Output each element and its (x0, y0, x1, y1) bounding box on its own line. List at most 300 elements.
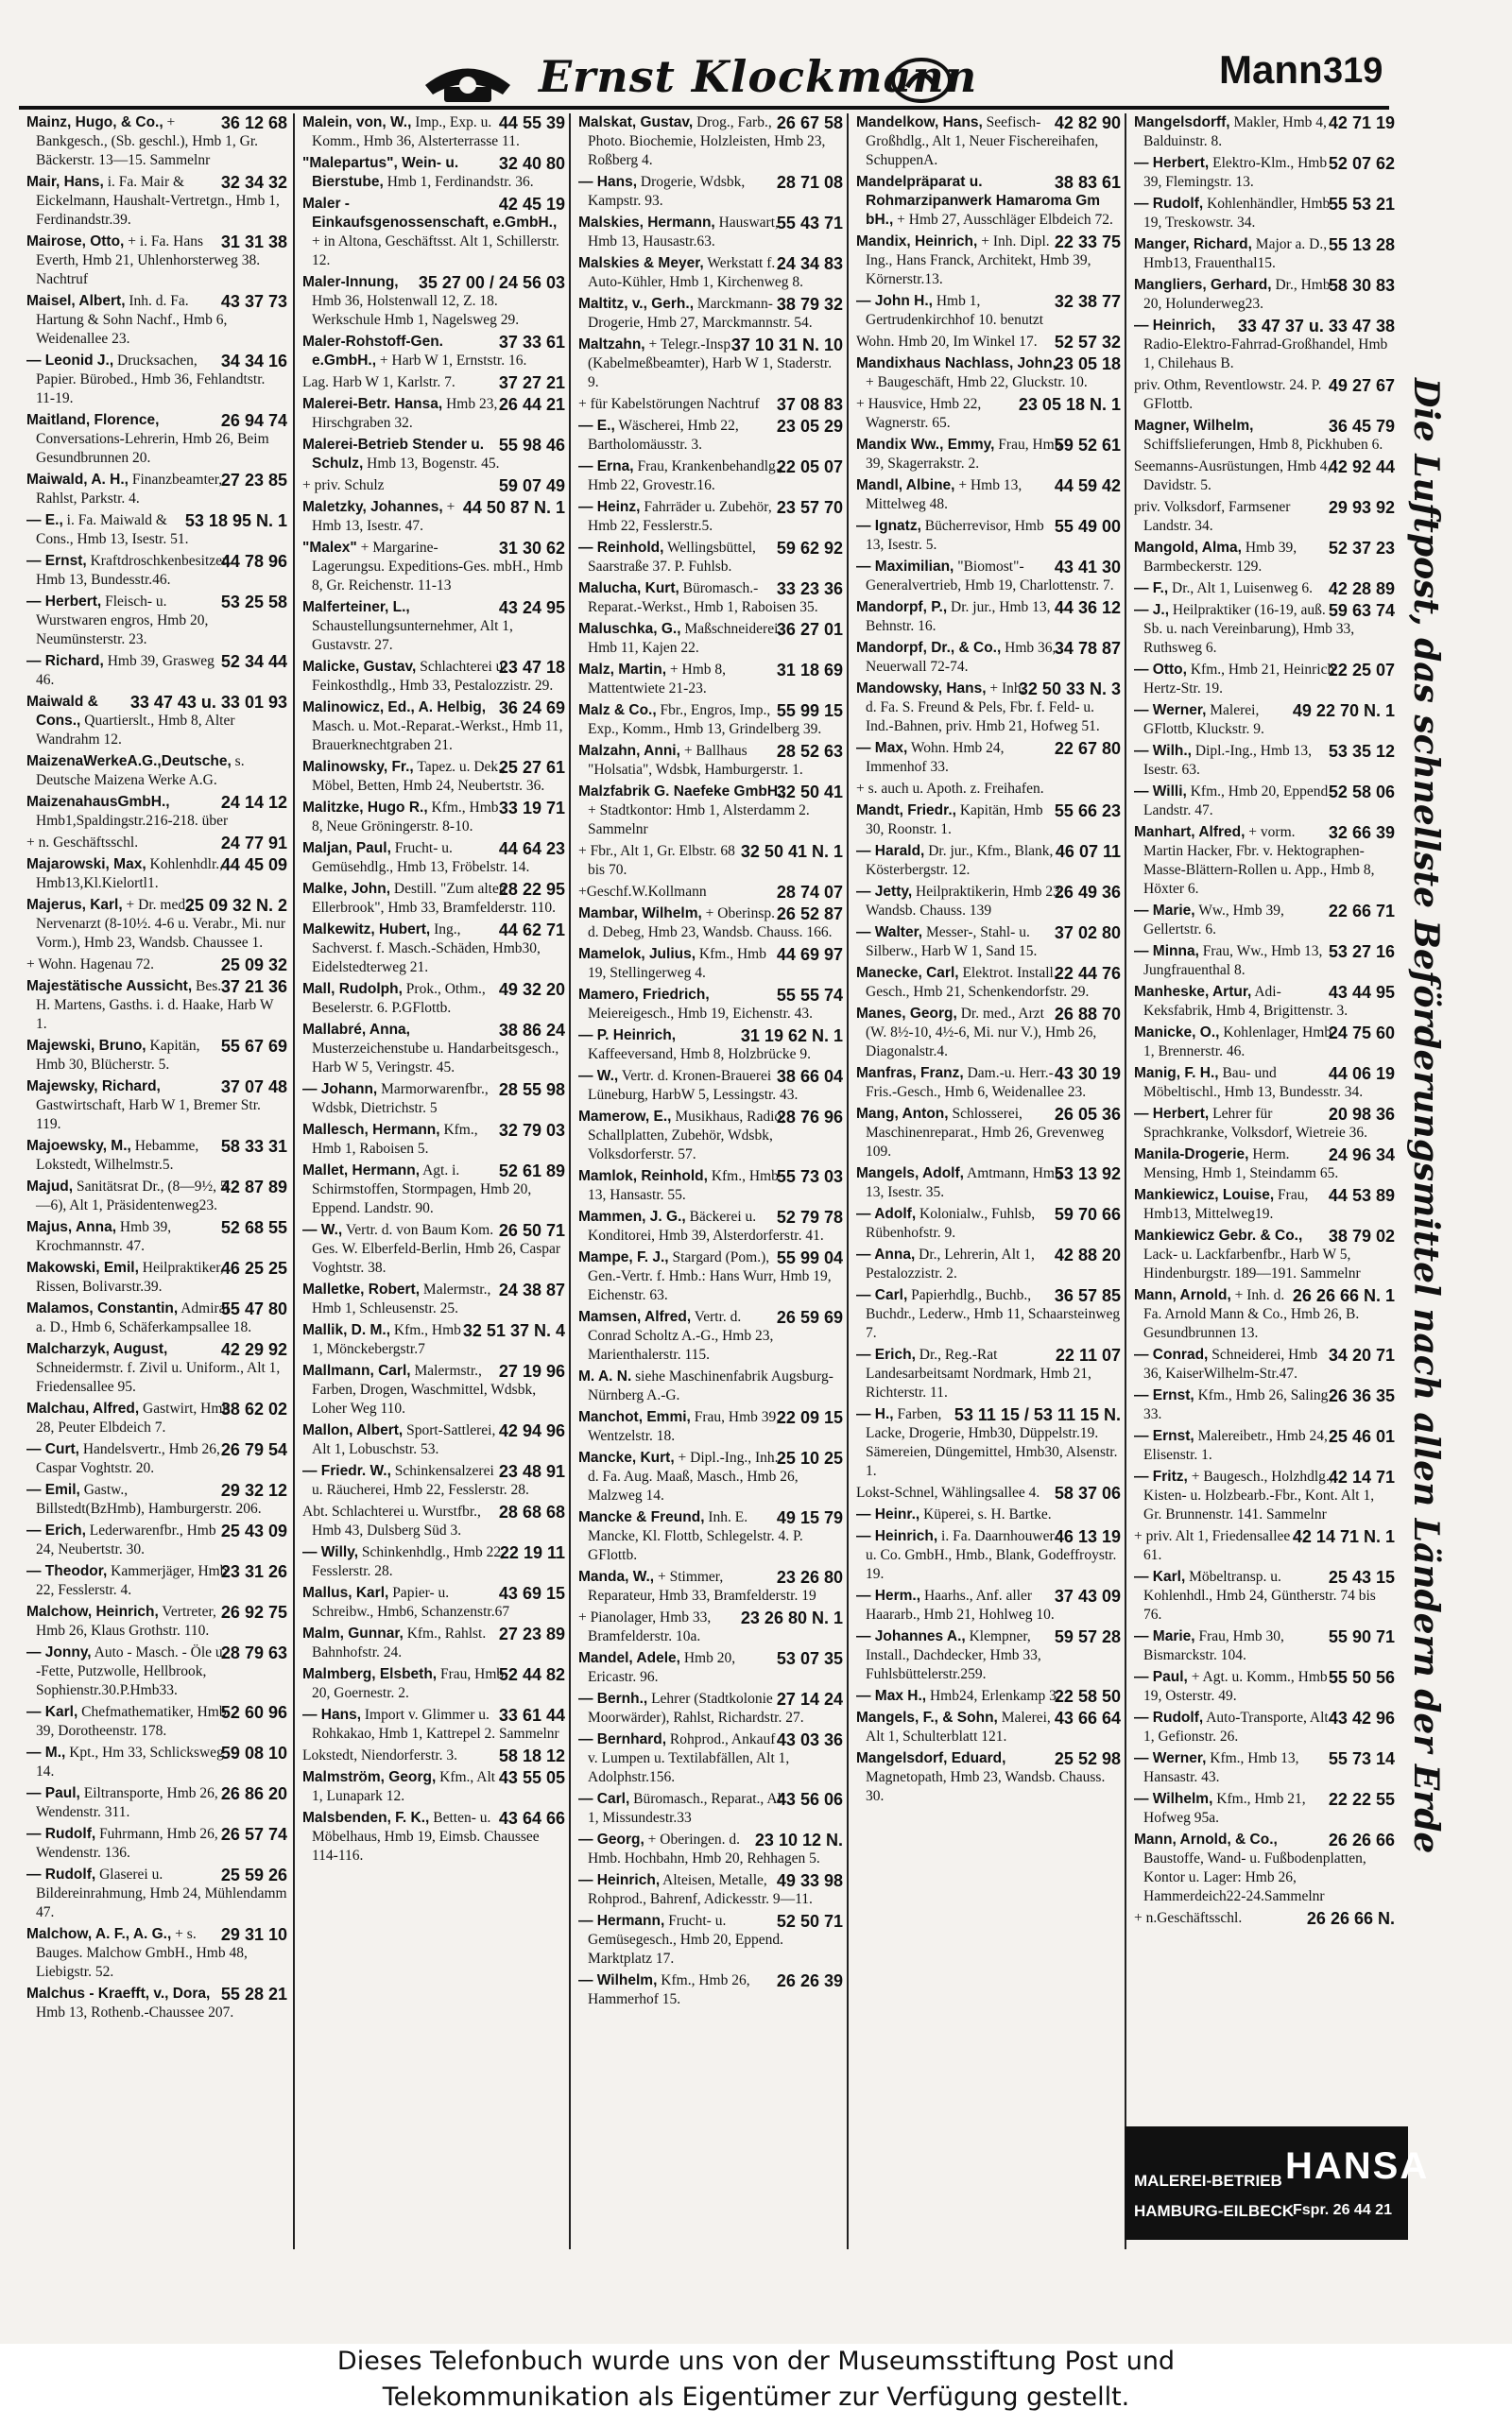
entry-details: Fbr., Engros, Imp., Exp., Komm., Hmb 13, Grindelberg 39. (588, 702, 822, 737)
entry-name: Mangold, Alma, (1134, 540, 1242, 556)
entry-details: Fuhrmann, Hmb 26, Wendenstr. 136. (36, 1826, 218, 1861)
ad-phone: Fspr. 26 44 21 (1293, 2202, 1392, 2218)
entry-details: Küperei, s. H. Bartke. (923, 1506, 1052, 1523)
entry-details: Prok., Othm., Beselerstr. 6. P.GFlottb. (312, 981, 486, 1016)
entry-name: Mandt, Friedr., (856, 802, 956, 818)
phone-number: 24 75 60 (1328, 1024, 1395, 1042)
phone-number: 44 06 19 (1328, 1064, 1395, 1083)
entry-name: — H., (856, 1406, 894, 1422)
entry-details: Import v. Glimmer u. Rohkakao, Hmb 1, Kattrepel 2. Sammelnr (312, 1707, 559, 1742)
directory-entry (1126, 1627, 1400, 1665)
phone-number: 42 14 71 (1328, 1468, 1395, 1487)
entry-name: — W., (578, 1068, 619, 1084)
entry-name: Mamsen, Alfred, (578, 1309, 692, 1325)
directory-entry (295, 880, 571, 918)
entry-details: Elektro-Klm., Hmb 39, Flemingstr. 13. (1143, 155, 1328, 190)
entry-name: Malm, Gunnar, (302, 1626, 404, 1642)
directory-entry (19, 1603, 293, 1641)
phone-number: 24 96 34 (1328, 1145, 1395, 1164)
directory-entry (19, 1744, 293, 1781)
entry-name: Mallet, Hermann, (302, 1162, 421, 1179)
phone-number: 34 34 16 (220, 352, 287, 370)
directory-entry (295, 1706, 571, 1744)
column-1 (19, 113, 293, 2249)
directory-entry (295, 1281, 571, 1318)
phone-number: 55 53 21 (1328, 195, 1395, 214)
directory-entry (295, 698, 571, 755)
entry-details: + i. Fa. Hans Everth, Hmb 21, Uhlenhorsterweg 38. Nachtruf (36, 233, 261, 287)
entry-details: Stargard (Pom.), Gen.-Vertr. f. Hmb.: Hans Wurr, Hmb 19, Eichenstr. 63. (588, 1249, 832, 1303)
entry-name: Mandix Ww., Emmy, (856, 437, 995, 453)
entry-name: Mandelkow, Hans, (856, 114, 983, 130)
entry-name: — Carl, (856, 1287, 908, 1303)
entry-details: Baustoffe, Wand- u. Fußbodenplatten, Kontor u. Lager: Hmb 26, Hammerdeich22-24.Sammelnr (1143, 1850, 1366, 1904)
phone-number: 25 27 61 (498, 758, 565, 777)
entry-details: Frucht- u. Gemüsehdlg., Hmb 13, Fröbelstr. 14. (312, 840, 530, 875)
entry-details: Ing., Sachverst. f. Masch.-Schäden, Hmb30, Eidelstedterweg 21. (312, 921, 541, 975)
entry-name: Malcharzyk, August, (26, 1341, 168, 1357)
ad-brand: HANSA (1285, 2145, 1430, 2187)
directory-entry (849, 1484, 1126, 1503)
phone-number: 26 26 66 N. (1306, 1909, 1395, 1928)
entry-details: "Biomost"-Generalvertrieb, Hmb 19, Charlottenstr. 7. (866, 559, 1114, 594)
directory-entry (1126, 601, 1400, 658)
phone-number: 43 03 36 (776, 1730, 843, 1749)
directory-entry (19, 173, 293, 230)
directory-entry (1126, 376, 1400, 414)
phone-number: 38 86 24 (498, 1021, 565, 1040)
header-guide-word: Mann (1219, 47, 1323, 92)
phone-number: 26 67 58 (776, 113, 843, 132)
entry-name: — Erich, (26, 1523, 86, 1539)
page-header (19, 38, 1389, 123)
entry-name: Mandowsky, Hans, (856, 680, 987, 697)
entry-details: Herm. Mensing, Hmb 1, Steindamm 65. (1143, 1146, 1339, 1181)
phone-number: 43 30 19 (1054, 1064, 1121, 1083)
phone-number: 59 62 92 (776, 539, 843, 558)
directory-entry (1126, 457, 1400, 495)
entry-name: — Hermann, (578, 1913, 665, 1929)
phone-number: 36 12 68 (220, 113, 287, 132)
directory-entry (19, 232, 293, 289)
entry-details: Lederwarenfbr., Hmb 24, Neubertstr. 30. (36, 1523, 216, 1557)
entry-name: — Heinrich, (578, 1872, 661, 1888)
phone-number: 42 45 19 (498, 195, 565, 214)
phone-number: 22 44 76 (1054, 964, 1121, 983)
entry-details: Hebamme, Lokstedt, Wilhelmstr.5. (36, 1138, 199, 1173)
phone-number: 43 56 06 (776, 1790, 843, 1809)
phone-number: 52 37 23 (1328, 539, 1395, 558)
entry-name: Malucha, Kurt, (578, 580, 679, 596)
entry-details: + Dipl.-Ing., Inh. d. Fa. Aug. Maaß, Masch., Hmb 26, Malzweg 14. (588, 1450, 799, 1504)
entry-name: Majestätische Aussicht, (26, 978, 193, 994)
entry-name: — Herbert, (1134, 1106, 1210, 1122)
entry-name: — E., (578, 418, 615, 434)
directory-entry (571, 1730, 849, 1787)
entry-details: Möbeltransp. u. Kohlenhdl., Hmb 24, Güntherstr. 74 bis 76. (1143, 1569, 1376, 1623)
directory-entry (1126, 1427, 1400, 1465)
entry-name: Maiwald, A. H., (26, 472, 129, 488)
entry-details: Hauswart, Hmb 13, Hausastr.63. (588, 215, 779, 249)
entry-details: Schlachterei u. Feinkosthdlg., Hmb 33, Pestalozzistr. 29. (312, 659, 554, 694)
directory-entry (295, 476, 571, 495)
phone-number: 37 02 80 (1054, 923, 1121, 942)
header-rule (19, 106, 1389, 110)
entry-name: Malerei-Betrieb Stender u. Schulz, (302, 437, 485, 472)
directory-entry (849, 1405, 1126, 1481)
entry-details: Kfm., Hmb 19, Stellingerweg 4. (588, 946, 766, 981)
entry-name: Malitzke, Hugo R., (302, 800, 428, 816)
phone-number: 22 33 75 (1054, 232, 1121, 251)
entry-details: Lehrer für Sprachkranke, Volksdorf, Wietreie 36. (1143, 1106, 1367, 1141)
entry-details: Sport-Sattlerei, Alt 1, Lobuschstr. 53. (312, 1422, 496, 1457)
phone-number: 26 50 71 (498, 1221, 565, 1240)
directory-entry (571, 395, 849, 414)
directory-entry (295, 373, 571, 392)
phone-number: 46 13 19 (1054, 1527, 1121, 1546)
directory-entry (295, 1021, 571, 1077)
entry-name: — Anna, (856, 1247, 916, 1263)
entry-name: — Johann, (302, 1081, 378, 1097)
directory-entry (849, 517, 1126, 555)
entry-details: Kfm., Hmb 1, Mönckebergstr.7 (312, 1322, 461, 1357)
entry-name: — Ernst, (26, 553, 87, 569)
entry-name: Maltzahn, (578, 336, 645, 353)
phone-number: 52 58 06 (1328, 783, 1395, 801)
entry-details: Wäscherei, Hmb 22, Bartholomäusstr. 3. (588, 418, 739, 453)
directory-entry (571, 1067, 849, 1105)
directory-entry (849, 558, 1126, 595)
phone-number: 55 98 46 (498, 436, 565, 455)
entry-name: Maler-Innung, (302, 274, 399, 290)
entry-name: — P. Heinrich, (578, 1027, 677, 1043)
phone-number: 55 73 03 (776, 1167, 843, 1186)
phone-number: 36 24 69 (498, 698, 565, 717)
phone-number: 43 64 66 (498, 1809, 565, 1828)
entry-details: Frau, Ww., Hmb 13, Jungfrauenthal 8. (1143, 943, 1323, 978)
entry-name: Malchow, A. F., A. G., (26, 1926, 172, 1942)
directory-entry (1126, 783, 1400, 820)
logo-text: Ernst Klockmann (539, 51, 978, 102)
entry-name: Mairose, Otto, (26, 233, 125, 249)
directory-entry (849, 680, 1126, 736)
phone-number: 59 57 28 (1054, 1627, 1121, 1646)
ad-line-2: HAMBURG-EILBECK (1134, 2202, 1295, 2220)
phone-number: 33 19 71 (498, 799, 565, 817)
entry-name: "Malex" (302, 540, 357, 556)
entry-details: Elektrot. Install.-Gesch., Hmb 21, Schenkendorfstr. 29. (866, 965, 1090, 1000)
directory-entry (295, 1221, 571, 1278)
directory-entry (1126, 1831, 1400, 1906)
entry-name: — W., (302, 1222, 343, 1238)
directory-entry (571, 620, 849, 658)
phone-number: 52 60 96 (220, 1703, 287, 1722)
entry-details: Klempner, Install., Dachdecker, Hmb 33, Fuhlsbüttelerstr.259. (866, 1628, 1041, 1682)
entry-details: Frau, Hmb 39, Skagerrakstr. 2. (866, 437, 1062, 472)
directory-entry (571, 883, 849, 902)
phone-number: 55 28 21 (220, 1985, 287, 2004)
directory-entry (1126, 1790, 1400, 1828)
directory-entry (19, 955, 293, 974)
directory-entry (1126, 1105, 1400, 1143)
entry-details: Malerei, Alt 1, Schulterblatt 121. (866, 1710, 1051, 1745)
directory-entry (571, 1108, 849, 1164)
directory-entry (19, 511, 293, 549)
entry-details: Malerei, GFlottb, Kluckstr. 9. (1143, 702, 1264, 737)
entry-name: Malicke, Gustav, (302, 659, 417, 675)
entry-name: — Rudolf, (26, 1826, 96, 1842)
entry-name: Majus, Anna, (26, 1219, 117, 1235)
directory-entry (1126, 1286, 1400, 1343)
directory-entry (295, 1746, 571, 1765)
directory-entry (571, 579, 849, 617)
phone-number: 28 22 95 (498, 880, 565, 899)
directory-entry (849, 333, 1126, 352)
entry-name: — Theodor, (26, 1563, 108, 1579)
phone-number: 59 63 74 (1328, 601, 1395, 620)
entry-details: Hmb 39, Grasweg 46. (36, 653, 215, 688)
column-4 (847, 113, 1126, 2249)
phone-number: 36 45 79 (1328, 417, 1395, 436)
directory-entry (571, 701, 849, 739)
phone-number: 55 50 56 (1328, 1668, 1395, 1687)
directory-entry (1126, 1668, 1400, 1706)
entry-details: Dr., Lehrerin, Alt 1, Pestalozzistr. 2. (866, 1247, 1035, 1282)
directory-entry (19, 471, 293, 508)
entry-details: + in Altona, Geschäftsst. Alt 1, Schillerstr. 12. (312, 233, 559, 268)
entry-name: Mancke, Kurt, (578, 1450, 675, 1466)
entry-details: Dr., Reg.-Rat Landesarbeitsamt Nordmark, Hmb 21, Richterstr. 11. (866, 1347, 1091, 1401)
entry-name: — E., (26, 512, 63, 528)
entry-details: Wohn. Hmb 24, Immenhof 33. (866, 740, 1005, 775)
directory-entry (1126, 1024, 1400, 1061)
entry-details: Auto - Masch. - Öle u. -Fette, Putzwolle, Hellbrook, Sophienstr.30.P.Hmb33. (36, 1644, 227, 1698)
entry-name: Majerus, Karl, (26, 897, 123, 913)
entry-details: Kohlenhdlr., Hmb13,Kl.Kielortl1. (36, 856, 224, 891)
entry-name: — Hans, (302, 1707, 362, 1723)
entry-name: — Otto, (1134, 662, 1187, 678)
entry-details: Bes. H. Martens, Gasths. i. d. Haake, Harb W 1. (36, 978, 274, 1032)
footer-notice (0, 2344, 1512, 2426)
phone-number: 36 57 85 (1054, 1286, 1121, 1305)
entry-details: Meiereigesch., Hmb 19, Eichenstr. 43. (588, 1006, 814, 1022)
entry-name: — Heinr., (856, 1506, 920, 1523)
phone-number: 55 55 74 (776, 986, 843, 1005)
entry-details: Amtmann, Hmb 13, Isestr. 35. (866, 1165, 1062, 1200)
directory-entry (571, 417, 849, 455)
phone-number: 58 33 31 (220, 1137, 287, 1156)
page-number: 319 (1323, 51, 1383, 91)
directory-entry (295, 758, 571, 796)
directory-entry (295, 436, 571, 473)
phone-number: 32 51 37 N. 4 (462, 1321, 565, 1340)
directory-entry (19, 652, 293, 690)
directory-entry (571, 1871, 849, 1909)
directory-entry (19, 1522, 293, 1559)
phone-number: 26 59 69 (776, 1308, 843, 1327)
entry-details: Kammerjäger, Hmb 22, Fesslerstr. 4. (36, 1563, 228, 1598)
phone-number: 53 18 95 N. 1 (184, 511, 287, 530)
entry-name: MaizenaWerkeA.G.,Deutsche, (26, 753, 232, 769)
entry-details: Kfm., Alt 1, Lunapark 12. (312, 1769, 496, 1804)
phone-number: 32 38 77 (1054, 292, 1121, 311)
entry-name: — Werner, (1134, 1750, 1207, 1766)
entry-details: + Oberinsp. d. Debeg, Hmb 23, Wandsb. Chauss. 166. (588, 905, 833, 940)
entry-name: — Maximilian, (856, 559, 954, 575)
entry-name: Maljan, Paul, (302, 840, 391, 856)
phone-number: 22 22 55 (1328, 1790, 1395, 1809)
phone-number: 42 87 89 (220, 1178, 287, 1196)
directory-entry (571, 1609, 849, 1646)
phone-number: 23 05 29 (776, 417, 843, 436)
entry-details: Kapitän, Hmb 30, Blücherstr. 5. (36, 1038, 200, 1073)
entry-details: Wellingsbüttel, Saarstraße 37. P. Fuhlsb. (588, 540, 756, 575)
entry-name: — Carl, (578, 1791, 630, 1807)
directory-entry (849, 883, 1126, 921)
entry-details: + s. Bauges. Malchow GmbH., Hmb 48, Liebigstr. 52. (36, 1926, 248, 1980)
entry-details: Kfm., Hmb 26, Hammerhof 15. (588, 1972, 750, 2007)
directory-entry (1126, 1227, 1400, 1283)
entry-name: — Jetty, (856, 884, 913, 900)
phone-number: 34 20 71 (1328, 1346, 1395, 1365)
directory-entry (849, 476, 1126, 514)
entry-details: Finanzbeamter, Rahlst, Parkstr. 4. (36, 472, 223, 507)
directory-entry (571, 295, 849, 333)
entry-name: Mallabré, Anna, (302, 1022, 410, 1038)
directory-entry (571, 1690, 849, 1728)
directory-entry (295, 1362, 571, 1419)
phone-number: 22 19 11 (499, 1543, 565, 1562)
entry-details: + Pianolager, Hmb 33, Bramfelderstr. 10a. (578, 1609, 712, 1644)
entry-name: Majarowski, Max, (26, 856, 146, 872)
phone-number: 43 55 05 (498, 1768, 565, 1787)
directory-entry (295, 539, 571, 595)
directory-entry (19, 1703, 293, 1741)
directory-entry (295, 1584, 571, 1622)
entry-details: + n.Geschäftsschl. (1134, 1910, 1243, 1926)
phone-number: 52 34 44 (220, 652, 287, 671)
phone-number: 44 36 12 (1054, 598, 1121, 617)
column-5 (1125, 113, 1400, 2249)
phone-number: 26 44 21 (498, 395, 565, 414)
directory-entry (19, 292, 293, 349)
directory-entry (849, 801, 1126, 839)
phone-number: 52 68 55 (220, 1218, 287, 1237)
column-3 (569, 113, 849, 2249)
entry-name: Mamerow, E., (578, 1109, 672, 1125)
directory-entry (295, 1161, 571, 1218)
phone-number: 37 27 21 (498, 373, 565, 392)
entry-name: — Harald, (856, 843, 925, 859)
phone-number: 27 23 85 (220, 471, 287, 490)
entry-name: Mangelsdorff, (1134, 114, 1230, 130)
entry-details: + Margarine-Lagerungsu. Expeditions-Ges. mbH., Hmb 8, Gr. Reichenstr. 11-13 (312, 540, 563, 594)
entry-details: Hmb 1, Gertrudenkirchhof 10. benutzt (866, 293, 1044, 328)
phone-number: 42 82 90 (1054, 113, 1121, 132)
entry-details: Kolonialw., Fuhlsb, Rübenhofstr. 9. (866, 1206, 1036, 1241)
entry-details: Frau, Hmb 39, Wentzelstr. 18. (588, 1409, 781, 1444)
entry-name: Manig, F. H., (1134, 1065, 1219, 1081)
entry-details: Kaffeeversand, Hmb 8, Holzbrücke 9. (588, 1046, 812, 1062)
directory-entry (295, 195, 571, 270)
entry-name: Mang, Anton, (856, 1106, 949, 1122)
entry-name: Mallus, Karl, (302, 1585, 389, 1601)
entry-name: Malz, Martin, (578, 662, 667, 678)
phone-number: 55 66 23 (1054, 801, 1121, 820)
phone-number: 26 05 36 (1054, 1105, 1121, 1124)
directory-entry (19, 793, 293, 831)
directory-entry (295, 1503, 571, 1540)
entry-details: Gastwirt, Hmb 28, Peuter Elbdeich 7. (36, 1401, 231, 1436)
directory-entry (571, 1408, 849, 1446)
phone-number: 37 43 09 (1054, 1587, 1121, 1606)
phone-number: 55 47 80 (220, 1299, 287, 1318)
directory-entry (1126, 1527, 1400, 1565)
phone-number: 31 30 62 (498, 539, 565, 558)
directory-entry (1126, 539, 1400, 576)
entry-details: Hmb 36, Neuerwall 72-74. (866, 640, 1057, 675)
entry-details: Kfm., Hmb 13, Hansastr. 43. (1143, 1750, 1299, 1785)
directory-entry (19, 896, 293, 953)
directory-entry (571, 1368, 849, 1405)
entry-details: + Telegr.-Insp. (Kabelmeßbeamter), Harb W 1, Staderstr. 9. (588, 336, 833, 390)
entry-name: — Werner, (1134, 702, 1207, 718)
directory-entry (1126, 417, 1400, 455)
entry-details: Alteisen, Metalle, Rohprod., Bahrenf, Adickesstr. 9—11. (588, 1872, 813, 1907)
directory-entry (571, 173, 849, 211)
entry-name: — Adolf, (856, 1206, 917, 1222)
entry-details: Lokst-Schnel, Wählingsallee 4. (856, 1485, 1040, 1501)
directory-entry (849, 1527, 1126, 1584)
phone-number: 20 98 36 (1328, 1105, 1395, 1124)
entry-name: Malchow, Heinrich, (26, 1604, 159, 1620)
directory-entry (19, 1562, 293, 1600)
entry-details: Vertreter, Hmb 26, Klaus Grothstr. 110. (36, 1604, 216, 1639)
entry-details: Kfm., Hmb 13, Hansastr. 55. (588, 1168, 779, 1203)
directory-entry (295, 799, 571, 836)
directory-entry (849, 1687, 1126, 1706)
entry-name: Makowski, Emil, (26, 1260, 139, 1276)
phone-number: 31 19 62 N. 1 (740, 1026, 843, 1045)
entry-details: Schlosserei, Maschinenreparat., Hmb 26, Grevenweg 109. (866, 1106, 1105, 1160)
directory-entry (1126, 195, 1400, 232)
entry-details: Major a. D., Hmb13, Frauenthal15. (1143, 236, 1328, 271)
entry-details: Papier- u. Schreibw., Hmb6, Schanzenstr.67 (312, 1585, 510, 1620)
entry-details: + Dr. med., Nervenarzt (8-10½. 4-6 u. Verabr., Mi. nur Vorm.), Hmb 23, Wandsb. Chaussee 1. (36, 897, 285, 951)
entry-name: — Erna, (578, 458, 634, 474)
phone-number: 59 07 49 (498, 476, 565, 495)
phone-number: 26 86 20 (220, 1784, 287, 1803)
directory-entry (849, 113, 1126, 170)
directory-entry (571, 1568, 849, 1606)
directory-entry (849, 1749, 1126, 1806)
entry-name: — Heinrich, (1134, 318, 1216, 334)
entry-details: Hmb 39, Barmbeckerstr. 129. (1143, 540, 1297, 575)
phone-number: 42 29 92 (220, 1340, 287, 1359)
entry-details: + Baugeschäft, Hmb 22, Gluckstr. 10. (866, 374, 1088, 390)
entry-details: Heilpraktiker (16-19, auß. Sb. u. nach Vereinbarung), Hmb 33, Ruthsweg 6. (1143, 602, 1355, 656)
directory-entry (571, 113, 849, 170)
entry-name: — Max H., (856, 1688, 927, 1704)
phone-number: 55 99 04 (776, 1248, 843, 1267)
entry-details: Kfm., Hmb 20, Eppend. Landstr. 47. (1143, 783, 1332, 818)
entry-name: Malkewitz, Hubert, (302, 921, 431, 938)
directory-entry (19, 593, 293, 649)
entry-name: — Conrad, (1134, 1347, 1209, 1363)
phone-number: 42 71 19 (1328, 113, 1395, 132)
entry-details: Kfm., Hmb 8, Neue Gröningerstr. 8-10. (312, 800, 499, 834)
phone-number: 32 50 33 N. 3 (1018, 680, 1121, 698)
